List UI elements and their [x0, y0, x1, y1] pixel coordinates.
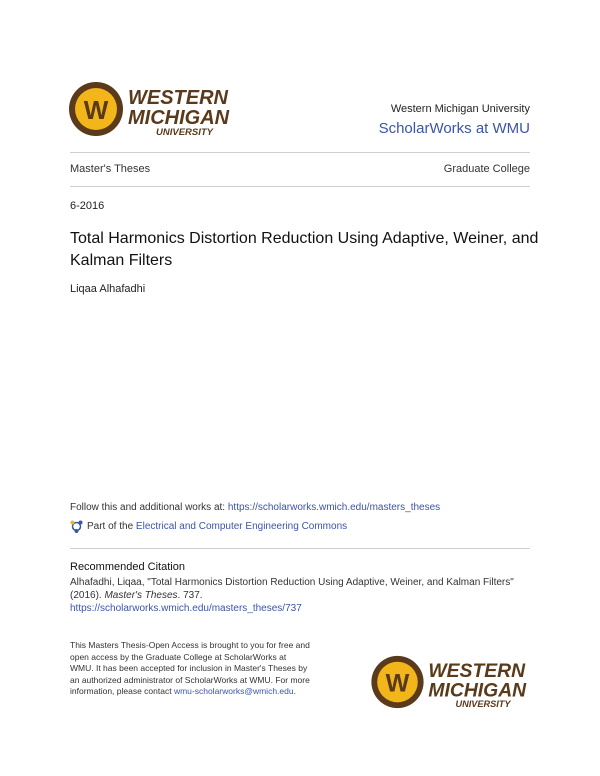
scholarworks-link[interactable]: ScholarWorks at WMU	[378, 120, 530, 137]
wmu-logo-bottom[interactable]	[370, 654, 540, 712]
masters-theses-link[interactable]: Master's Theses	[70, 163, 151, 175]
follow-line	[70, 502, 440, 513]
part-of-line	[70, 520, 347, 533]
author-name: Liqaa Alhafadhi	[70, 283, 146, 295]
commons-network-icon	[70, 520, 83, 533]
electrical-commons-link[interactable]: Electrical and Computer Engineering Commons	[135, 521, 348, 532]
logo-initial: W	[385, 669, 410, 698]
logo-line-western: WESTERN	[128, 87, 228, 109]
logo-line-michigan: MICHIGAN	[128, 107, 230, 129]
logo-line-university: UNIVERSITY	[455, 699, 511, 710]
divider-citation	[70, 548, 530, 549]
logo-line-western: WESTERN	[428, 661, 526, 683]
logo-line-university: UNIVERSITY	[156, 127, 214, 138]
citation-url-link[interactable]: https://scholarworks.wmich.edu/masters_theses/737	[70, 603, 302, 614]
notice-text: This Masters Thesis-Open Access is brought to you for free and open access by the Graduate College at ScholarWorks at WMU. It has been accepted for inclusion in Master's Theses by an authorized administrator of ScholarWorks at WMU. For more information, please contact	[70, 640, 310, 696]
citation-line1: Alhafadhi, Liqaa, "Total Harmonics Distortion Reduction Using Adaptive, Weiner, and Kalman Filters"	[70, 577, 514, 588]
part-of-prefix: Part of the	[87, 521, 136, 532]
divider-nav	[70, 186, 530, 187]
recommended-citation-heading: Recommended Citation	[70, 561, 185, 573]
wmu-logo-top[interactable]	[68, 80, 243, 140]
citation-journal: Master's Theses	[104, 590, 178, 601]
citation-line2: (2016). Master's Theses. 737.	[70, 590, 203, 601]
open-access-notice: This Masters Thesis-Open Access is brought to you for free and open access by the Graduate College at ScholarWorks at WMU. It has been accepted for inclusion in Master's Theses by an authorized administrator of ScholarWorks at WMU. For more information, please contact wmu-scholarworks@wmich.edu.	[70, 640, 310, 696]
publication-date: 6-2016	[70, 200, 105, 212]
graduate-college-link[interactable]: Graduate College	[443, 163, 530, 175]
contact-email-link[interactable]: wmu-scholarworks@wmich.edu	[173, 686, 294, 696]
logo-initial: W	[83, 95, 109, 125]
institution-name: Western Michigan University	[390, 103, 530, 115]
follow-prefix: Follow this and additional works at:	[70, 502, 228, 513]
citation-text	[70, 576, 540, 615]
follow-url-link[interactable]: https://scholarworks.wmich.edu/masters_theses	[227, 502, 441, 513]
thesis-title: Total Harmonics Distortion Reduction Using Adaptive, Weiner, and Kalman Filters	[70, 230, 539, 269]
divider-top	[70, 152, 530, 153]
logo-line-michigan: MICHIGAN	[428, 680, 527, 702]
